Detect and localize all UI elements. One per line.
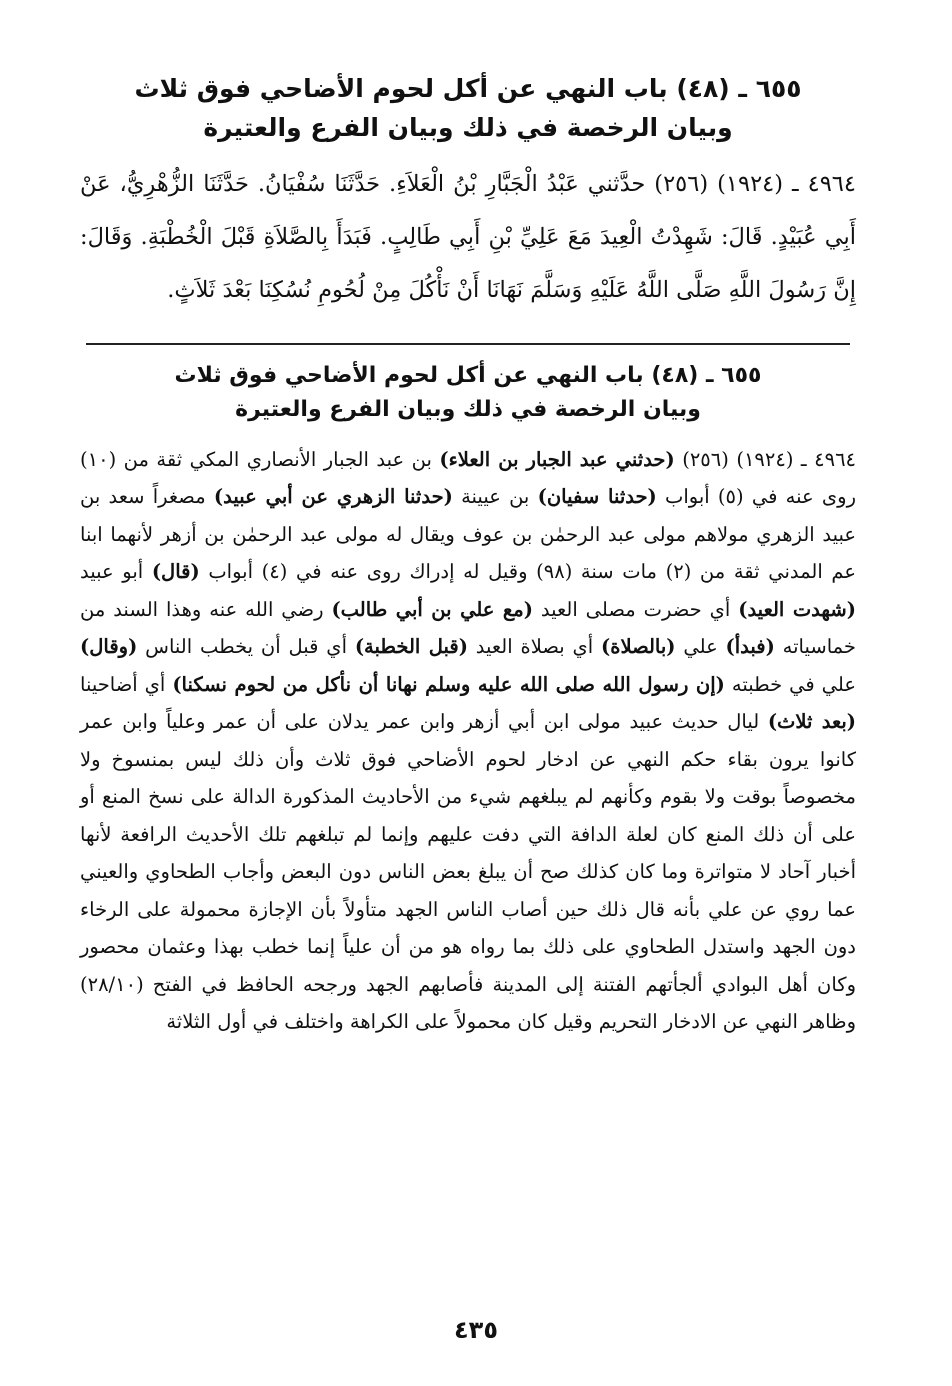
commentary-text: أي قبل أن يخطب الناس bbox=[137, 635, 355, 659]
chapter-heading bbox=[80, 70, 856, 148]
commentary-paragraph bbox=[80, 441, 856, 1041]
page-content bbox=[80, 70, 856, 1041]
commentary-heading-line-2: وبيان الرخصة في ذلك وبيان الفرع والعتيرة bbox=[235, 396, 701, 422]
commentary-quote: (قبل الخطبة) bbox=[354, 635, 468, 659]
hadith-text-block bbox=[80, 158, 856, 317]
commentary-quote: (فبدأ) bbox=[725, 635, 775, 659]
divider-rule bbox=[86, 343, 850, 345]
commentary-text: رضي الله عنه وهذا السند من خماسياته bbox=[80, 597, 856, 659]
commentary-quote: (حدثني عبد الجبار بن العلاء) bbox=[439, 447, 675, 471]
commentary-text: علي bbox=[675, 635, 726, 659]
commentary-text: ٤٩٦٤ ـ (١٩٢٤) (٢٥٦) bbox=[674, 447, 857, 471]
commentary-quote: (بعد ثلاث) bbox=[767, 710, 857, 734]
commentary-text: ليال حديث عبيد مولى ابن أبي أزهر وابن عمر يدلان على أن عمر وعلياً وابن عمر كانوا يرون بقاء حكم النهي عن ادخار لحوم الأضاحي فوق ثلاث وأن ذلك ليس بمنسوخ ولا مخصوصاً بوقت ولا بقوم وكأنهم لم يبلغهم شيء من الأحاديث المذكورة الدالة على نسخ المنع أو على أن ذلك المنع كان لعلة الدافة التي دفت عليهم وإنما لم تبلغهم تلك الأحديث الرافعة لأنها أخبار آحاد لا متواترة وما كان كذلك صح أن يبلغ بعض الناس دون البعض وأجاب الطحاوي والعيني عما روي عن علي بأنه قال ذلك حين أصاب الناس الجهد متأولاً بأن الإجازة محمولة على الرخاء دون الجهد واستدل الطحاوي على ذلك بما رواه هو من أن علياً إنما خطب بهذا وعثمان محصور وكان أهل البوادي ألجأتهم الفتنة إلى المدينة فأصابهم الجهد ورجحه الحافظ في الفتح (٢٨/١٠) وظاهر النهي عن الادخار التحريم وقيل كان محمولاً على الكراهة واختلف في أول الثلاثة bbox=[80, 710, 856, 1034]
hadith-text: ٤٩٦٤ ـ (١٩٢٤) (٢٥٦) حدَّثني عَبْدُ الْجَبَّارِ بْنُ الْعَلاَءِ. حَدَّثَنَا سُفْيَانُ. حَدَّثَنَا الزُّهْرِيُّ، عَنْ أَبِي عُبَيْدٍ. قَالَ: شَهِدْتُ الْعِيدَ مَعَ عَلِيِّ بْنِ أَبِي طَالِبٍ. فَبَدَأَ بِالصَّلاَةِ قَبْلَ الْخُطْبَةِ. وَقَالَ: إِنَّ رَسُولَ اللَّهِ صَلَّى اللَّهُ عَلَيْهِ وَسَلَّمَ نَهَانَا أَنْ نَأْكُلَ مِنْ لُحُومِ نُسُكِنَا بَعْدَ ثَلاَثٍ. bbox=[80, 170, 856, 303]
commentary-quote: (قال) bbox=[151, 560, 200, 584]
commentary-text: أي أضاحينا bbox=[80, 672, 173, 696]
commentary-quote: (بالصلاة) bbox=[601, 635, 676, 659]
commentary-text: علي في خطبته bbox=[724, 672, 857, 696]
page-number: ٤٣٥ bbox=[454, 1316, 498, 1344]
commentary-quote: (إن رسول الله صلى الله عليه وسلم نهانا أن نأكل من لحوم نسكنا) bbox=[172, 672, 725, 696]
commentary-quote: (حدثنا الزهري عن أبي عبيد) bbox=[213, 485, 453, 509]
commentary-block bbox=[80, 441, 856, 1041]
chapter-heading-line-1: ٦٥٥ ـ (٤٨) باب النهي عن أكل لحوم الأضاحي فوق ثلاث bbox=[134, 74, 802, 103]
chapter-heading-line-2: وبيان الرخصة في ذلك وبيان الفرع والعتيرة bbox=[203, 112, 733, 142]
commentary-quote: (وقال) bbox=[80, 635, 138, 659]
commentary-heading-line-1: ٦٥٥ ـ (٤٨) باب النهي عن أكل لحوم الأضاحي فوق ثلاث bbox=[174, 362, 762, 388]
commentary-text: مصغراً سعد بن عبيد الزهري مولاهم مولى عبد الرحمٰن بن عوف ويقال له مولى عبد الرحمٰن بن أزهر لأنهما ابنا عم المدني ثقة من (٢) مات سنة (٩٨) وقيل له إدراك روى عنه في (٤) أبواب bbox=[80, 485, 856, 584]
commentary-text: أي بصلاة العيد bbox=[467, 635, 601, 659]
commentary-chapter-heading bbox=[80, 359, 856, 427]
commentary-text: بن عيينة bbox=[452, 485, 538, 509]
commentary-text: بن عبد الجبار الأنصاري المكي ثقة من (١٠) روى عنه في (٥) أبواب bbox=[80, 447, 856, 509]
commentary-text: أي حضرت مصلى العيد bbox=[532, 597, 739, 621]
commentary-quote: (مع علي بن أبي طالب) bbox=[331, 597, 533, 621]
commentary-text: أبو عبيد bbox=[80, 560, 152, 584]
commentary-quote: (شهدت العيد) bbox=[738, 597, 856, 621]
commentary-quote: (حدثنا سفيان) bbox=[537, 485, 657, 509]
